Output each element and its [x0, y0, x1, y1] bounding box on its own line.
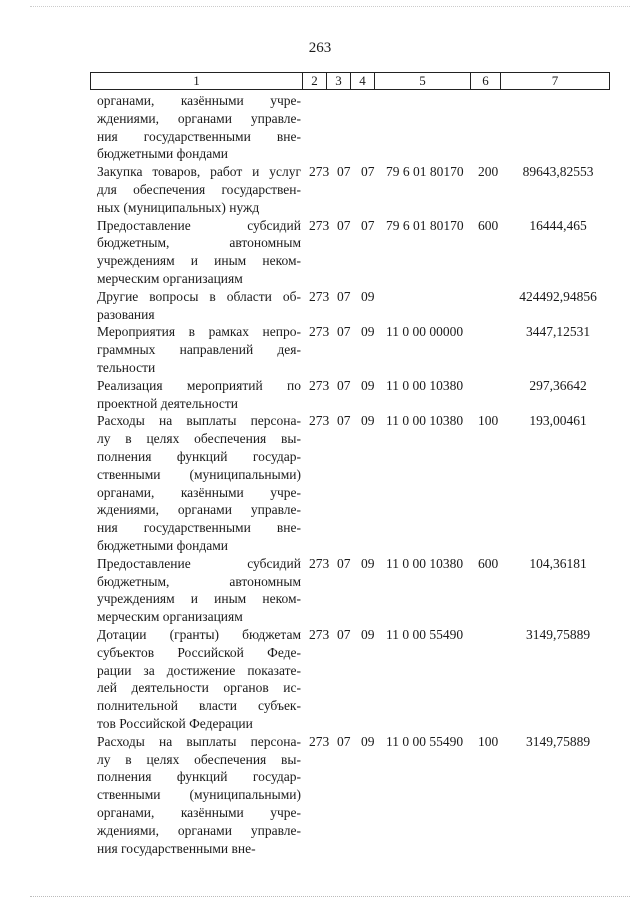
description-line: бюджетным, автономным [97, 235, 301, 251]
cell-c3: 07 [337, 733, 351, 749]
cell-c2: 273 [309, 733, 330, 749]
description-line: тельности [97, 359, 156, 375]
row-description [97, 377, 301, 413]
description-line: полнения функций государ- [97, 769, 301, 785]
cell-c5: 11 0 00 10380 [386, 555, 464, 571]
cell-c2: 273 [309, 324, 330, 340]
cell-c5: 79 6 01 80170 [386, 164, 464, 180]
cell-c4: 09 [361, 377, 375, 393]
cell-c7: 3149,75889 [525, 626, 591, 642]
description-line: ния государственными вне- [97, 128, 301, 144]
description-line: тов Российской Федерации [97, 715, 253, 731]
cell-c2: 273 [309, 217, 330, 233]
description-line: бюджетными фондами [97, 537, 228, 553]
table-row [0, 412, 640, 554]
cell-c4: 09 [361, 555, 375, 571]
cell-c3: 07 [337, 413, 351, 429]
table-row [0, 323, 640, 376]
description-line: полнения функций государ- [97, 448, 301, 464]
cell-c4: 09 [361, 413, 375, 429]
table-row [0, 555, 640, 626]
cell-c7: 424492,94856 [519, 288, 597, 304]
description-line: мерческим организациям [97, 270, 243, 286]
column-header-6: 6 [471, 73, 501, 89]
cell-c4: 09 [361, 324, 375, 340]
cell-c6: 200 [478, 164, 499, 180]
description-line: лу в целях обеспечения вы- [97, 431, 301, 447]
table-row [0, 733, 640, 858]
column-header-5: 5 [375, 73, 471, 89]
description-line: органами, казёнными учре- [97, 484, 301, 500]
cell-c2: 273 [309, 413, 330, 429]
description-line: ния государственными вне- [97, 520, 301, 536]
description-line: Другие вопросы в области об- [97, 288, 301, 304]
column-header-7: 7 [551, 73, 559, 88]
cell-c6: 100 [478, 733, 499, 749]
description-line: учреждениям и иным неком- [97, 253, 301, 269]
row-description [97, 217, 301, 288]
description-line: Расходы на выплаты персона- [97, 413, 301, 429]
cell-c7: 16444,465 [529, 217, 587, 233]
cell-c6: 100 [478, 413, 499, 429]
cell-c7: 3149,75889 [525, 733, 591, 749]
cell-c5: 11 0 00 10380 [386, 377, 464, 393]
description-line: Мероприятия в рамках непро- [97, 324, 301, 340]
cell-c6: 600 [478, 555, 499, 571]
row-description [97, 288, 301, 324]
cell-c5: 79 6 01 80170 [386, 217, 464, 233]
description-line: лей деятельности органов ис- [97, 680, 301, 696]
column-header-4: 4 [351, 73, 375, 89]
description-line: полнительной власти субъек- [97, 698, 301, 714]
row-description [97, 92, 301, 163]
page-number: 263 [308, 40, 332, 56]
description-line: Дотации (гранты) бюджетам [97, 626, 301, 642]
description-line: ственными (муниципальными) [97, 466, 301, 482]
cell-c3: 07 [337, 626, 351, 642]
cell-c7: 104,36181 [529, 555, 587, 571]
cell-c4: 07 [361, 217, 375, 233]
description-line: ждениями, органами управле- [97, 502, 301, 518]
description-line: Предоставление субсидий [97, 217, 301, 233]
description-line: Предоставление субсидий [97, 555, 301, 571]
cell-c2: 273 [309, 626, 330, 642]
description-line: ждениями, органами управле- [97, 110, 301, 126]
row-description [97, 555, 301, 626]
cell-c5: 11 0 00 55490 [386, 626, 464, 642]
description-line: разования [97, 306, 155, 322]
cell-c2: 273 [309, 555, 330, 571]
description-line: Закупка товаров, работ и услуг [97, 164, 301, 180]
description-line: рации за достижение показате- [97, 662, 301, 678]
cell-c3: 07 [337, 217, 351, 233]
description-line: ных (муниципальных) нужд [97, 199, 260, 215]
table-header [90, 72, 610, 90]
cell-c2: 273 [309, 288, 330, 304]
description-line: лу в целях обеспечения вы- [97, 751, 301, 767]
description-line: для обеспечения государствен- [97, 181, 301, 197]
table-row [0, 288, 640, 324]
table-body [0, 92, 640, 857]
table-row [0, 163, 640, 216]
cell-c6: 600 [478, 217, 499, 233]
description-line: субъектов Российской Феде- [97, 644, 301, 660]
table-row [0, 92, 640, 163]
cell-c7: 89643,82553 [522, 164, 594, 180]
row-description [97, 163, 301, 216]
description-line: органами, казёнными учре- [97, 93, 301, 108]
cell-c5: 11 0 00 00000 [386, 324, 464, 340]
row-description [97, 733, 301, 858]
cell-c7: 193,00461 [529, 413, 587, 429]
column-header-3: 3 [327, 73, 351, 89]
description-line: Реализация мероприятий по [97, 377, 301, 393]
description-line: граммных направлений дея- [97, 342, 301, 358]
row-description [97, 323, 301, 376]
cell-c7: 297,36642 [529, 377, 587, 393]
top-edge-rule [30, 6, 630, 7]
description-line: бюджетными фондами [97, 146, 228, 162]
description-line: учреждениям и иным неком- [97, 591, 301, 607]
description-line: мерческим организациям [97, 609, 243, 625]
cell-c4: 07 [361, 164, 375, 180]
column-header-1: 1 [91, 73, 303, 89]
bottom-edge-rule [30, 896, 630, 897]
cell-c3: 07 [337, 555, 351, 571]
column-header-2: 2 [303, 73, 327, 89]
row-description [97, 412, 301, 554]
cell-c2: 273 [309, 377, 330, 393]
description-line: бюджетным, автономным [97, 573, 301, 589]
cell-c3: 07 [337, 377, 351, 393]
row-description [97, 626, 301, 733]
table-row [0, 626, 640, 733]
cell-c7: 3447,12531 [525, 324, 591, 340]
cell-c5: 11 0 00 55490 [386, 733, 464, 749]
cell-c4: 09 [361, 288, 375, 304]
table-row [0, 217, 640, 288]
cell-c4: 09 [361, 733, 375, 749]
description-line: ждениями, органами управле- [97, 822, 301, 838]
cell-c3: 07 [337, 164, 351, 180]
description-line: проектной деятельности [97, 395, 239, 411]
cell-c3: 07 [337, 324, 351, 340]
table-row [0, 377, 640, 413]
description-line: органами, казёнными учре- [97, 804, 301, 820]
description-line: Расходы на выплаты персона- [97, 733, 301, 749]
description-line: ственными (муниципальными) [97, 787, 301, 803]
description-line: ния государственными вне- [97, 840, 256, 856]
cell-c2: 273 [309, 164, 330, 180]
cell-c4: 09 [361, 626, 375, 642]
cell-c5: 11 0 00 10380 [386, 413, 464, 429]
cell-c3: 07 [337, 288, 351, 304]
